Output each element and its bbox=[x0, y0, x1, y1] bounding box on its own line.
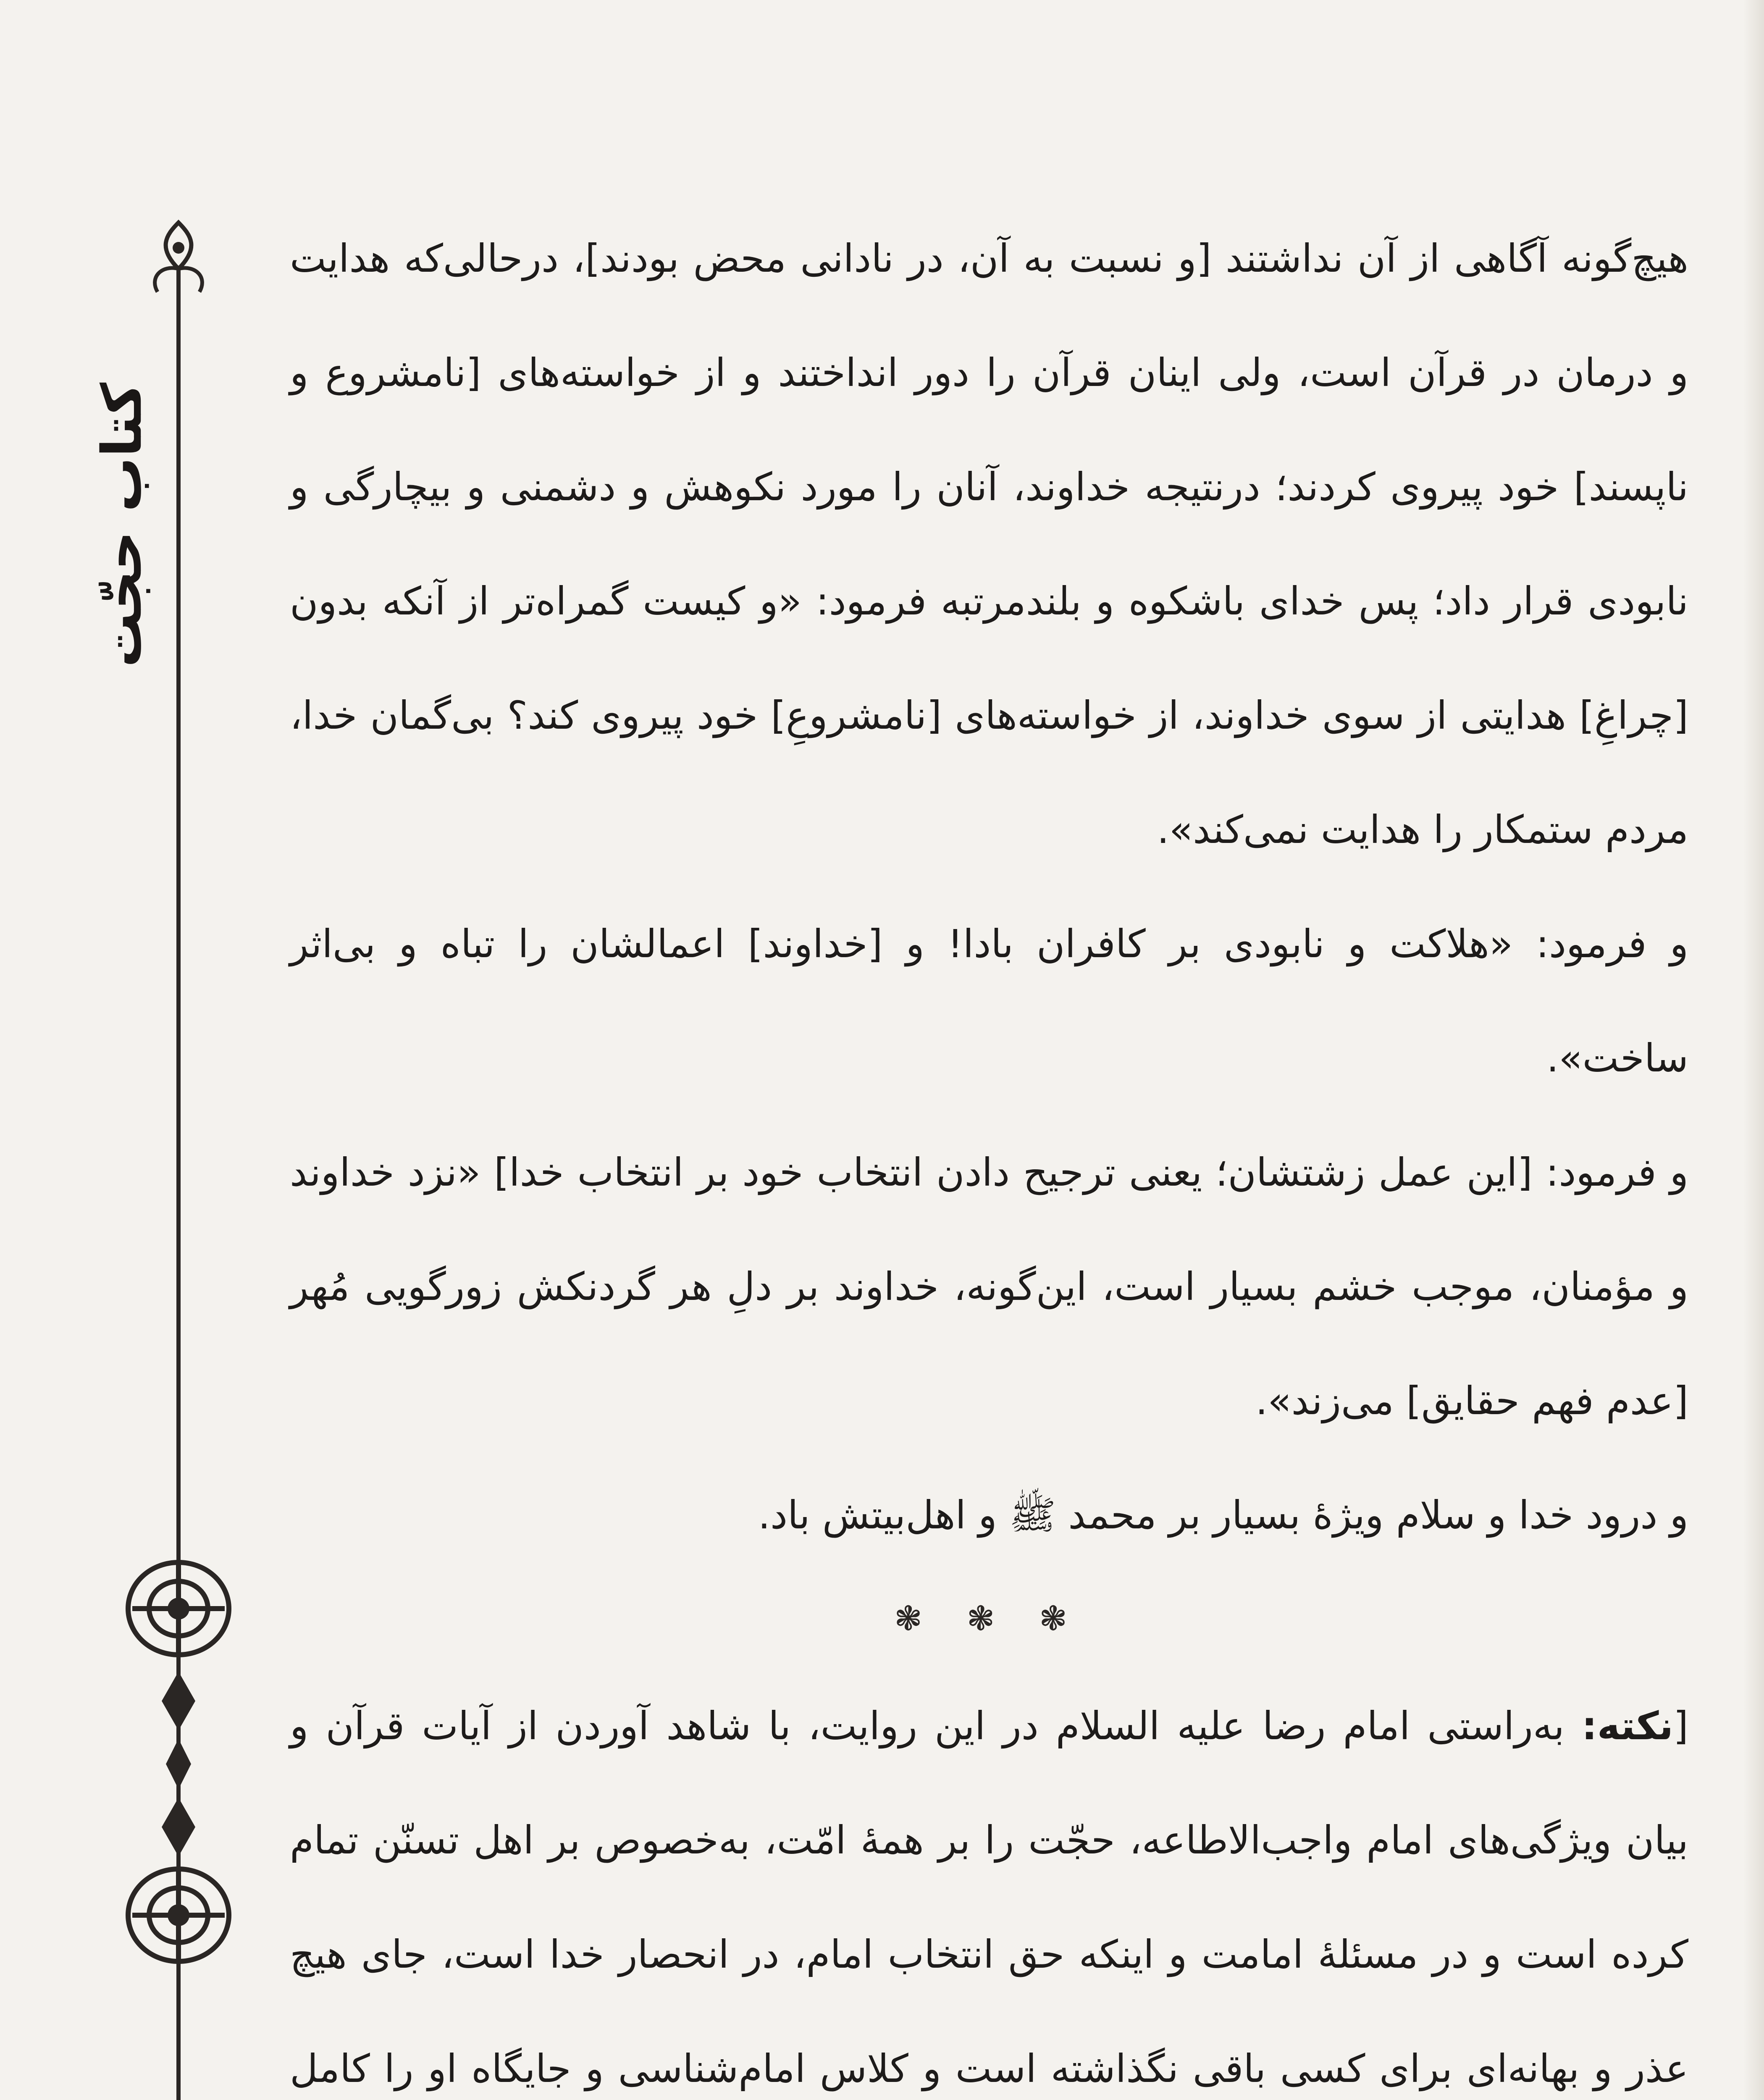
paragraph: و فرمود: [این عمل زشتشان؛ یعنی ترجیح دادن انتخاب خود بر انتخاب خدا] «نزد خداوند و مؤمنان، موجب خشم بسیار است، این‌گونه، خداوند بر دلِ هر گردنکش زورگویی مُهر [عدم فهم حقایق] می‌زند». bbox=[290, 1150, 1688, 1423]
note-open-bracket: [ bbox=[1673, 1704, 1688, 1748]
top-ornament-icon bbox=[136, 218, 220, 302]
paragraph: هیچ‌گونه آگاهی از آن نداشتند [و نسبت به آن، در نادانی محض بودند]، درحالی‌که هدایت و درمان در قرآن است، ولی اینان قرآن را دور انداختند و از خواسته‌های [نامشروع و ناپسند] خود پیروی کردند؛ درنتیجه خداوند، آنان را مورد نکوهش و دشمنی و بیچارگی و نابودی قرار داد؛ پس خدای باشکوه و بلندمرتبه فرمود: «و کیست گمراه‌تر از آنکه بدون [چراغِ] هدایتی از سوی خداوند، از خواسته‌های [نامشروعِ] خود پیروی کند؟ بی‌گمان خدا، مردم ستمکار را هدایت نمی‌کند». bbox=[290, 236, 1688, 852]
section-separator: ❃ ❃ ❃ bbox=[894, 1599, 1084, 1638]
middle-ornament-icon bbox=[111, 1554, 246, 1974]
note-paragraph bbox=[290, 1669, 1688, 2100]
page-edge-shadow bbox=[1743, 0, 1764, 2100]
note-label: نکته: bbox=[1581, 1704, 1674, 1748]
paragraph: و درود خدا و سلام ویژهٔ بسیار بر محمد ﷺ و اهل‌بیتش باد. bbox=[758, 1493, 1688, 1538]
page-text bbox=[290, 202, 1688, 2100]
book-title: کتاب حجّت bbox=[90, 382, 154, 668]
paragraph: و فرمود: «هلاکت و نابودی بر کافران بادا! و [خداوند] اعمالشان را تباه و بی‌اثر ساخت». bbox=[290, 921, 1688, 1081]
note-text: به‌راستی امام رضا علیه السلام در این روایت، با شاهد آوردن از آیات قرآن و بیان ویژگی‌های امام واجب‌الاطاعه، حجّت را بر همهٔ امّت، به‌خصوص بر اهل تسنّن تمام کرده است و در مسئلهٔ امامت و اینکه حق انتخاب امام، در انحصار خدا است، جای هیچ عذر و بهانه‌ای برای کسی باقی نگذاشته است و کلاس امام‌شناسی و جایگاه او را کامل bbox=[290, 1704, 1688, 2091]
